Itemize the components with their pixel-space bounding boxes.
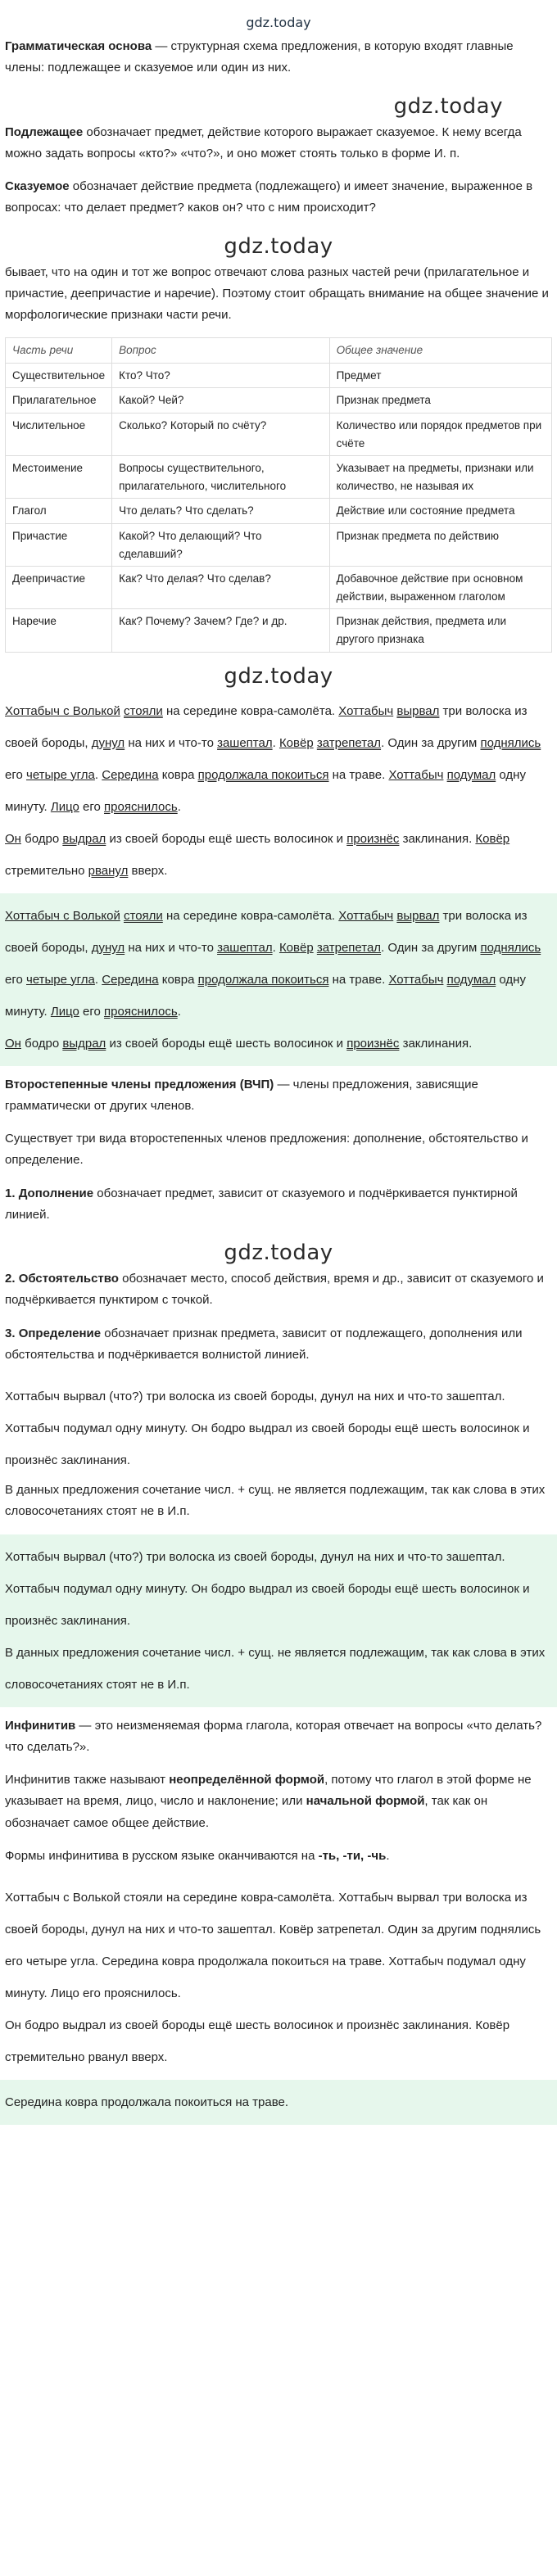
table-cell: Существительное xyxy=(6,363,112,388)
site-logo-text[interactable]: gdz.today xyxy=(246,15,311,30)
definition-text: обозначает действие предмета (подлежащего) и имеет значение, выраженное в вопросах: что делает предмет? каков он? что с ним происходит? xyxy=(5,179,533,215)
table-cell: Глагол xyxy=(6,499,112,524)
definition-infinitive: Инфинитив — это неизменяемая форма глагола, которая отвечает на вопросы «что делать? что сделать?». xyxy=(5,1718,542,1754)
table-header-row xyxy=(6,338,552,364)
watermark: gdz.today xyxy=(393,93,503,119)
parsed-text-1-highlighted: Хоттабыч с Волькой стояли на середине ковра-самолёта. Хоттабыч вырвал три волоска из своей бороды, дунул на них и что-то зашептал. Ковёр затрепетал. Один за другим поднялись его четыре угла. Середина ковра продолжала покоиться на траве. Хоттабыч подумал одну минуту. Лицо его прояснилось. Он бодро выдрал из своей бороды ещё шесть волосинок и произнёс заклинания. xyxy=(0,893,557,1066)
table-cell: Причастие xyxy=(6,524,112,567)
table-cell: Указывает на предметы, признаки или количество, не называя их xyxy=(329,456,551,499)
table-row xyxy=(6,567,552,609)
note-2: В данных предложения сочетание числ. + сущ. не является подлежащим, так как слова в этих словосочетаниях стоят не в И.п. xyxy=(5,1483,546,1519)
term: Грамматическая основа xyxy=(5,39,152,53)
table-cell: Добавочное действие при основном действии, выраженном глаголом xyxy=(329,567,551,609)
parsed-text-3: Хоттабыч с Волькой стояли на середине ковра-самолёта. Хоттабыч вырвал три волоска из своей бороды, дунул на них и что-то зашептал. Ковёр затрепетал. Один за другим поднялись его четыре угла. Середина ковра продолжала покоиться на траве. Хоттабыч подумал одну минуту. Лицо его прояснилось. Он бодро выдрал из своей бороды ещё шесть волосинок и произнёс заклинания. Ковёр стремительно рванул вверх. xyxy=(5,1891,541,2065)
table-header: Часть речи xyxy=(6,338,112,364)
parsed-text-2: Хоттабыч вырвал (что?) три волоска из своей бороды, дунул на них и что-то зашептал. Хоттабыч подумал одну минуту. Он бодро выдрал из своей бороды ещё шесть волосинок и произнёс заклинания. xyxy=(5,1390,530,1468)
table-row xyxy=(6,388,552,414)
definition-predicate xyxy=(5,176,552,219)
table-cell: Какой? Чей? xyxy=(112,388,330,414)
definition-secondary-members: Второстепенные члены предложения (ВЧП) — члены предложения, зависящие грамматически от других членов. xyxy=(5,1077,478,1113)
table-cell: Сколько? Который по счёту? xyxy=(112,414,330,456)
watermark: gdz.today xyxy=(224,233,333,259)
table-cell: Предмет xyxy=(329,363,551,388)
table-row xyxy=(6,414,552,456)
table-cell: Местоимение xyxy=(6,456,112,499)
table-cell: Признак действия, предмета или другого признака xyxy=(329,609,551,652)
parsed-text-2-highlighted: Хоттабыч вырвал (что?) три волоска из своей бороды, дунул на них и что-то зашептал. Хоттабыч подумал одну минуту. Он бодро выдрал из своей бороды ещё шесть волосинок и произнёс заклинания. В данных предложения сочетание числ. + сущ. не является подлежащим, так как слова в этих словосочетаниях стоят не в И.п. xyxy=(0,1534,557,1707)
parsed-text-1: Хоттабыч с Волькой стояли на середине ковра-самолёта. Хоттабыч вырвал три волоска из своей бороды, дунул на них и что-то зашептал. Ковёр затрепетал. Один за другим поднялись его четыре угла. Середина ковра продолжала покоиться на траве. Хоттабыч подумал одну минуту. Лицо его прояснилось. Он бодро выдрал из своей бороды ещё шесть волосинок и произнёс заклинания. Ковёр стремительно рванул вверх. xyxy=(5,703,541,878)
parts-of-speech-table xyxy=(5,337,552,652)
watermark: gdz.today xyxy=(224,1241,333,1266)
table-cell: Какой? Что делающий? Что сделавший? xyxy=(112,524,330,567)
table-row xyxy=(6,499,552,524)
definition-text: обозначает предмет, действие которого выражает сказуемое. К нему всегда можно задать вопросы «кто?» «что?», и оно может стоять только в форме И. п. xyxy=(5,124,522,160)
table-cell: Числительное xyxy=(6,414,112,456)
definition-gram-base xyxy=(5,36,552,79)
table-cell: Наречие xyxy=(6,609,112,652)
table-row xyxy=(6,609,552,652)
infinitive-details: Инфинитив также называют неопределённой формой, потому что глагол в этой форме не указывает на время, лицо, число и наклонение; или начальной формой, так как он обозначает самое общее действие. xyxy=(5,1773,532,1830)
parts-of-speech-note: бывает, что на один и тот же вопрос отвечают слова разных частей речи (прилагательное и причастие, деепричастие и наречие). Поэтому стоит обращать внимание на общее значение и морфологические признаки части речи. xyxy=(5,264,549,322)
table-cell: Что делать? Что сделать? xyxy=(112,499,330,524)
table-cell: Количество или порядок предметов при счёте xyxy=(329,414,551,456)
parsed-text-3-highlighted: Середина ковра продолжала покоиться на траве. xyxy=(0,2080,557,2125)
term: Дополнение xyxy=(18,1186,94,1200)
table-cell: Прилагательное xyxy=(6,388,112,414)
definition-text: — структурная схема предложения, в которую входят главные члены: подлежащее и сказуемое или один из них. xyxy=(5,39,514,75)
table-header: Вопрос xyxy=(112,338,330,364)
table-cell: Признак предмета по действию xyxy=(329,524,551,567)
infinitive-endings: Формы инфинитива в русском языке оканчиваются на -ть, -ти, -чь. xyxy=(5,1848,390,1863)
table-cell: Вопросы существительного, прилагательного, числительного xyxy=(112,456,330,499)
table-row xyxy=(6,524,552,567)
term: Инфинитив xyxy=(5,1718,76,1733)
table-cell: Действие или состояние предмета xyxy=(329,499,551,524)
term: Определение xyxy=(18,1326,102,1340)
definition-adverbial: 2. Обстоятельство обозначает место, способ действия, время и др., зависит от сказуемого и подчёркивается пунктиром с точкой. xyxy=(5,1272,544,1308)
definition-subject xyxy=(5,122,552,165)
term: Подлежащее xyxy=(5,124,84,139)
term: Второстепенные члены предложения (ВЧП) xyxy=(5,1077,274,1091)
site-header[interactable] xyxy=(5,11,552,36)
term: Сказуемое xyxy=(5,179,70,193)
table-cell: Признак предмета xyxy=(329,388,551,414)
table-cell: Деепричастие xyxy=(6,567,112,609)
table-row xyxy=(6,363,552,388)
table-cell: Кто? Что? xyxy=(112,363,330,388)
definition-attribute: 3. Определение обозначает признак предмета, зависит от подлежащего, дополнения или обстоятельства и подчёркивается волнистой линией. xyxy=(5,1326,523,1362)
table-cell: Как? Почему? Зачем? Где? и др. xyxy=(112,609,330,652)
table-header: Общее значение xyxy=(329,338,551,364)
watermark: gdz.today xyxy=(224,663,333,689)
secondary-types: Существует три вида второстепенных членов предложения: дополнение, обстоятельство и определение. xyxy=(5,1132,528,1168)
term: Обстоятельство xyxy=(18,1272,119,1286)
table-row xyxy=(6,456,552,499)
definition-object: 1. Дополнение обозначает предмет, зависит от сказуемого и подчёркивается пунктирной линией. xyxy=(5,1186,518,1222)
table-cell: Как? Что делая? Что сделав? xyxy=(112,567,330,609)
